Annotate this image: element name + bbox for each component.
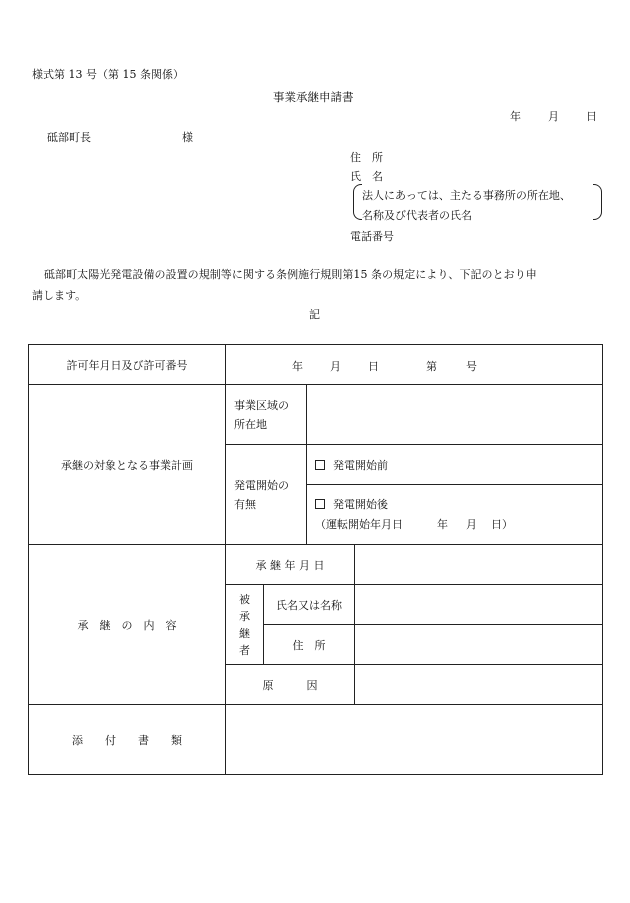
permit-label: 許可年月日及び許可番号 — [66, 358, 188, 372]
permit-row — [29, 345, 603, 385]
permit-year: 年 — [292, 360, 303, 373]
predecessor-char: 承 — [239, 609, 250, 623]
operation-month: 月 — [466, 517, 477, 531]
succession-date-value-cell[interactable] — [355, 545, 603, 585]
attachments-label: 添 付 書 類 — [72, 733, 182, 747]
area-value-cell[interactable] — [307, 385, 603, 445]
ki-label: 記 — [309, 308, 320, 321]
body-text-line1: 砥部町太陽光発電設備の設置の規制等に関する条例施行規則第15 条の規定により、下記のとおり申 — [44, 268, 537, 281]
generation-label-line2: 有無 — [234, 497, 256, 511]
predecessor-address-label: 住 所 — [292, 638, 326, 652]
document-title: 事業承継申請書 — [273, 90, 354, 104]
form-number: 様式第 13 号（第 15 条関係） — [32, 68, 184, 81]
reason-label-cell — [226, 665, 355, 705]
predecessor-char: 者 — [239, 643, 250, 657]
date-month-label: 月 — [548, 110, 559, 123]
area-label-cell — [226, 385, 307, 445]
reason-value-cell[interactable] — [355, 665, 603, 705]
plan-label-cell — [29, 385, 226, 545]
area-label-line1: 事業区域の — [234, 398, 289, 412]
operation-start-label: （運転開始年月日 — [315, 517, 403, 531]
applicant-phone-label: 電話番号 — [350, 230, 394, 243]
succession-date-label-cell — [226, 545, 355, 585]
corporation-note-line2: 名称及び代表者の氏名 — [362, 209, 472, 222]
attachments-row — [29, 705, 603, 775]
addressee: 砥部町長 — [47, 131, 91, 144]
operation-year: 年 — [437, 517, 448, 531]
attachments-value-cell[interactable] — [226, 705, 603, 775]
plan-label: 承継の対象となる事業計画 — [61, 458, 193, 472]
name-or-title-label: 氏名又は名称 — [276, 598, 342, 612]
generation-label-cell — [226, 445, 307, 545]
content-label: 承 継 の 内 容 — [77, 618, 177, 632]
predecessor-name-value-cell[interactable] — [355, 585, 603, 625]
date-day-label: 日 — [586, 110, 597, 123]
left-bracket — [353, 184, 362, 220]
permit-value-cell[interactable] — [226, 345, 603, 385]
applicant-name-label: 氏 名 — [350, 170, 383, 183]
checkbox-after[interactable] — [315, 499, 325, 509]
option-after-label: 発電開始後 — [333, 497, 388, 511]
application-form-table — [28, 344, 603, 775]
predecessor-address-value-cell[interactable] — [355, 625, 603, 665]
applicant-address-label: 住 所 — [350, 151, 383, 164]
succession-date-row — [29, 545, 603, 585]
permit-label-cell — [29, 345, 226, 385]
permit-month: 月 — [330, 360, 341, 373]
predecessor-label-cell — [226, 585, 264, 665]
generation-label-line1: 発電開始の — [234, 478, 289, 492]
attachments-label-cell — [29, 705, 226, 775]
operation-day: 日） — [491, 517, 513, 531]
date-year-label: 年 — [510, 110, 521, 123]
body-text-line2: 請します。 — [32, 289, 87, 302]
permit-go: 号 — [466, 360, 477, 373]
permit-dai: 第 — [426, 360, 437, 373]
content-label-cell — [29, 545, 226, 705]
corporation-note-line1: 法人にあっては、主たる事務所の所在地、 — [362, 189, 571, 202]
checkbox-before[interactable] — [315, 460, 325, 470]
reason-label: 原 因 — [262, 678, 318, 692]
right-bracket — [593, 184, 602, 220]
predecessor-char: 被 — [239, 592, 250, 606]
name-or-title-label-cell — [264, 585, 355, 625]
option-before-cell[interactable] — [307, 445, 603, 485]
area-label-line2: 所在地 — [234, 417, 267, 431]
predecessor-address-label-cell — [264, 625, 355, 665]
predecessor-char: 継 — [239, 626, 250, 640]
succession-date-label: 承 継 年 月 日 — [255, 558, 325, 572]
permit-day: 日 — [368, 360, 379, 373]
option-after-cell[interactable] — [307, 485, 603, 545]
honorific: 様 — [182, 131, 193, 144]
business-area-row — [29, 385, 603, 445]
option-before-label: 発電開始前 — [333, 458, 388, 472]
